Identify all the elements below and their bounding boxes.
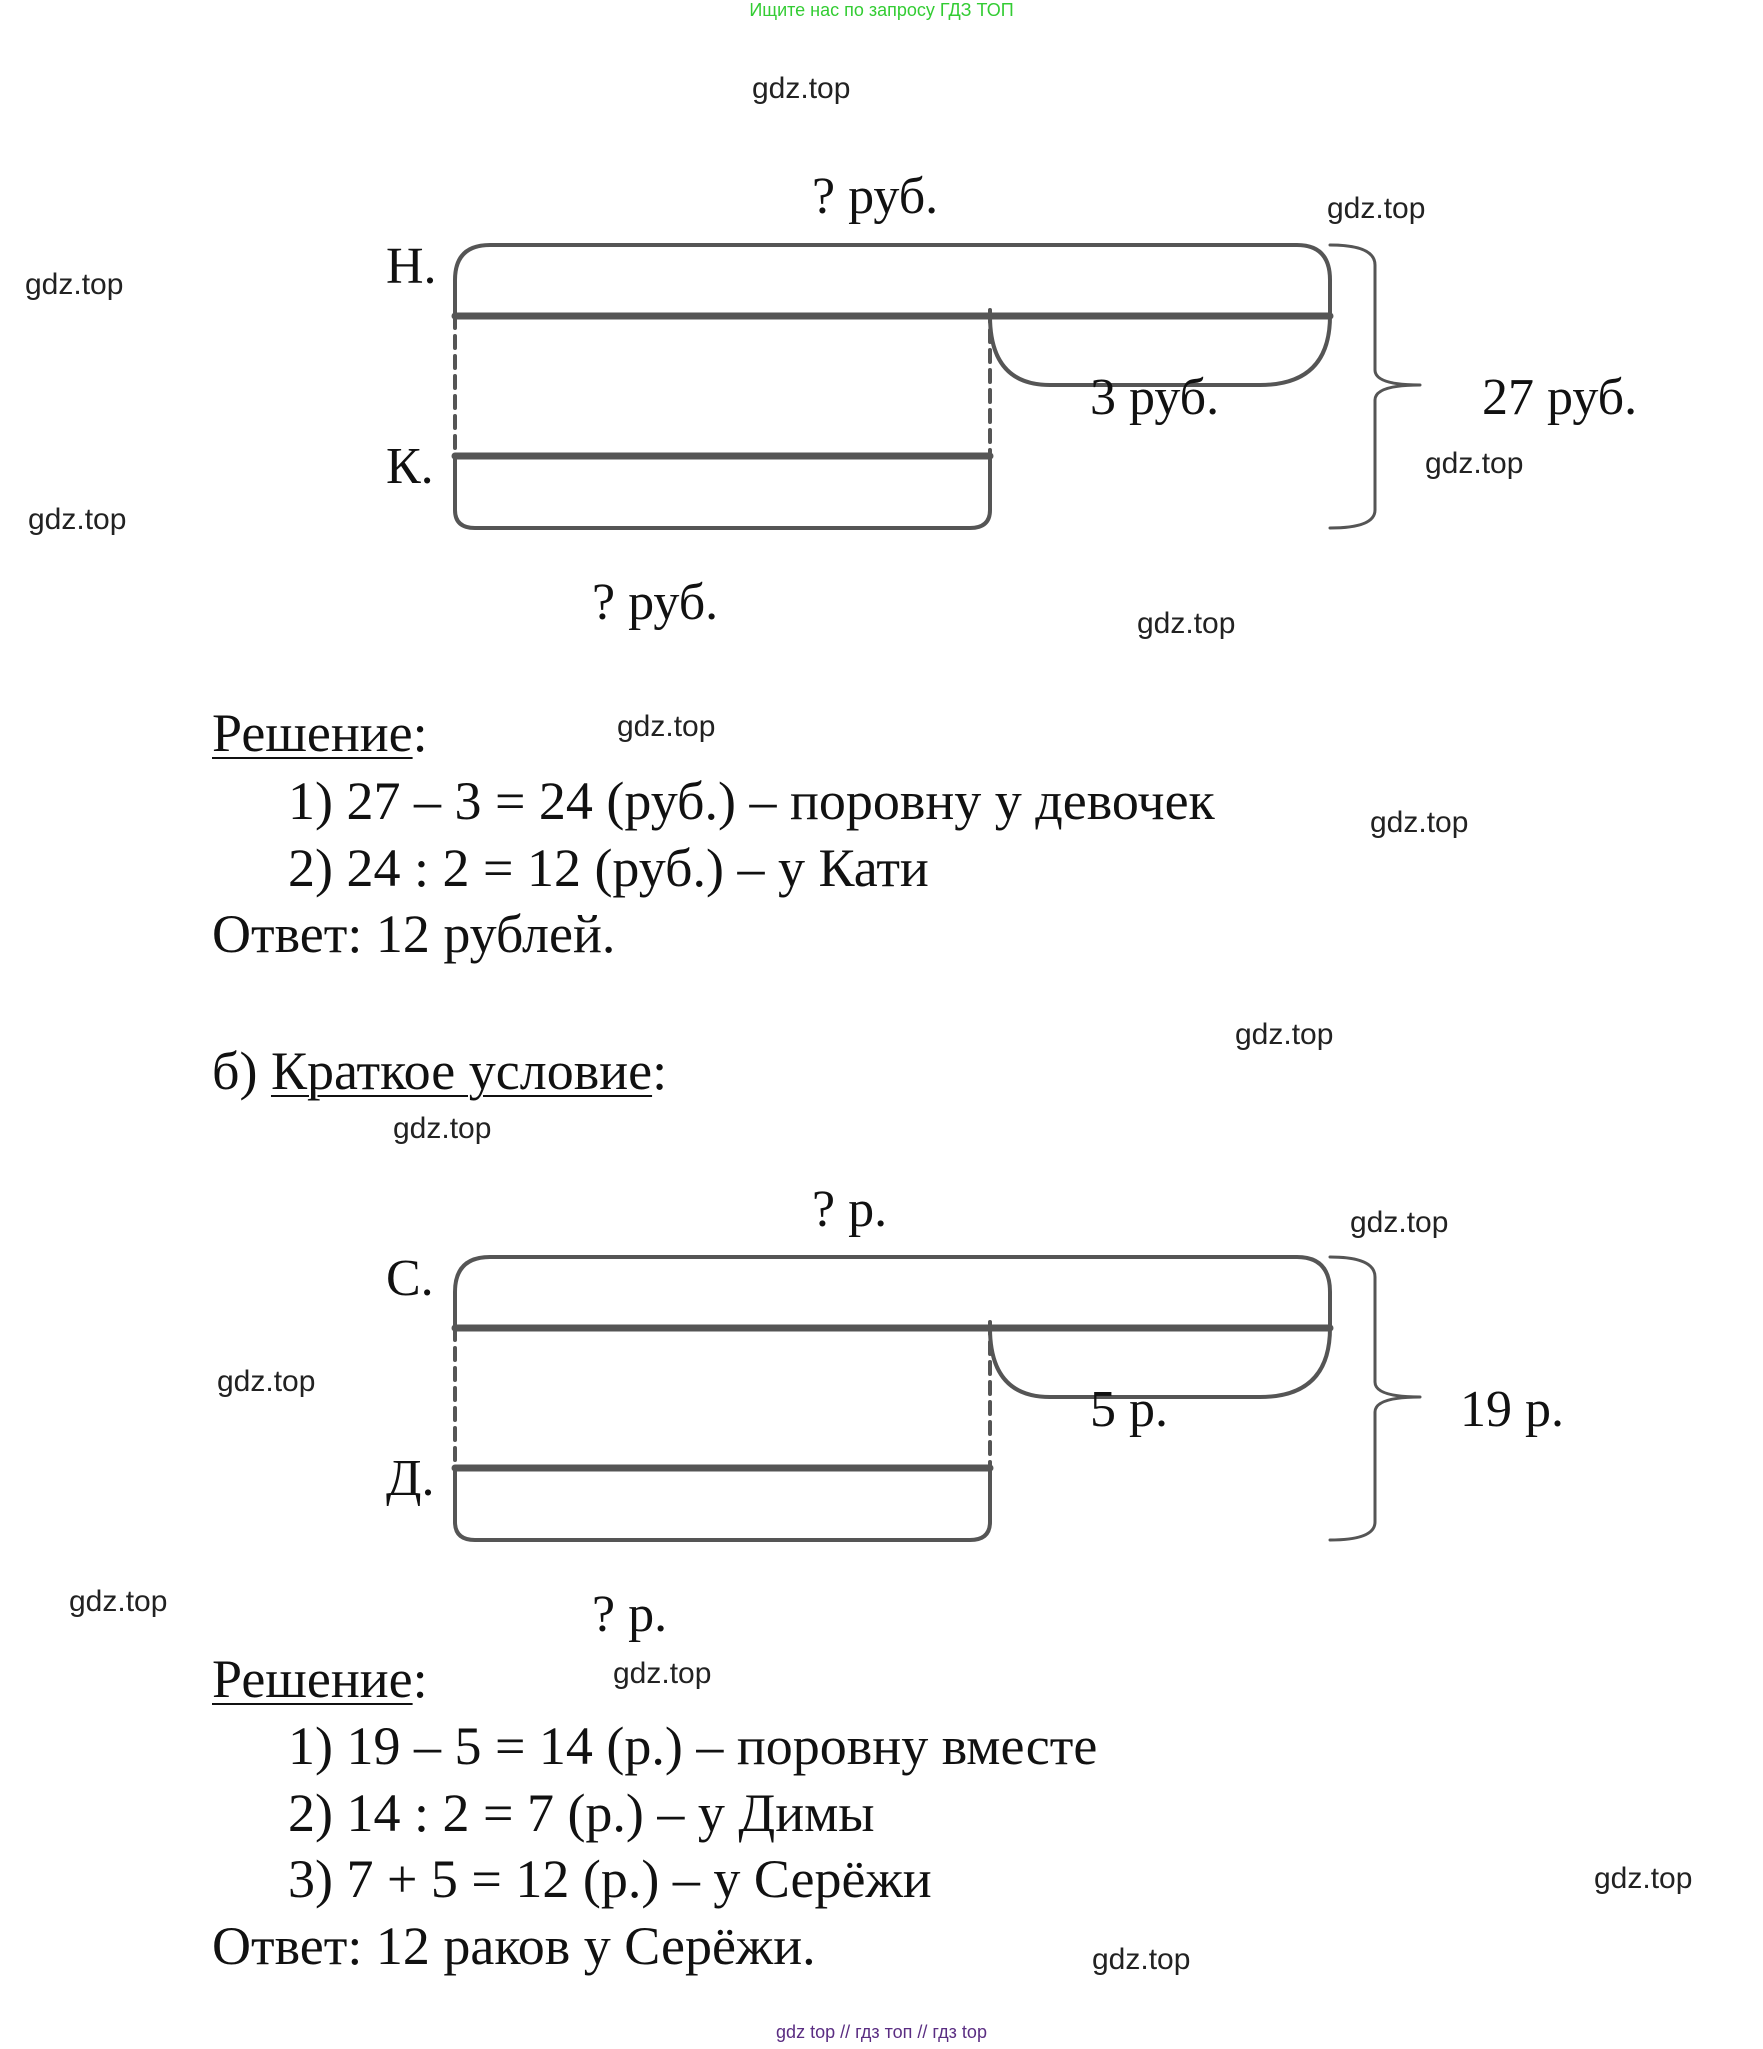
brace-a xyxy=(1330,245,1420,528)
watermark: gdz.top xyxy=(28,503,127,536)
difference-a: 3 руб. xyxy=(1090,369,1220,426)
diagram-a xyxy=(455,245,1420,528)
watermark: gdz.top xyxy=(1350,1206,1449,1239)
watermark: gdz.top xyxy=(617,710,716,743)
footer-links: gdz top // гдз топ // гдз top xyxy=(776,2022,987,2042)
solution-title-a: Решение xyxy=(212,703,413,763)
watermark: gdz.top xyxy=(69,1585,168,1618)
solution-heading-a: Решение: xyxy=(212,703,428,763)
search-hint: Ищите нас по запросу ГДЗ ТОП xyxy=(749,0,1014,20)
solution-step-a2: 2) 24 : 2 = 12 (руб.) – у Кати xyxy=(288,838,929,898)
watermark: gdz.top xyxy=(25,268,124,301)
row-label-d: Д. xyxy=(386,1450,435,1507)
part-b-prefix: б) xyxy=(212,1041,258,1101)
total-a: 27 руб. xyxy=(1482,369,1638,426)
watermark: gdz.top xyxy=(1235,1018,1334,1051)
solution-step-b2: 2) 14 : 2 = 7 (р.) – у Димы xyxy=(288,1783,875,1843)
answer-b: Ответ: 12 раков у Серёжи. xyxy=(212,1916,816,1976)
row-label-s: С. xyxy=(386,1250,434,1307)
bottom-question-a: ? руб. xyxy=(592,574,719,631)
bottom-question-b: ? р. xyxy=(592,1586,668,1643)
part-b-heading: б) Краткое условие: xyxy=(212,1041,668,1101)
watermark: gdz.top xyxy=(1425,447,1524,480)
solution-step-b3: 3) 7 + 5 = 12 (р.) – у Серёжи xyxy=(288,1849,932,1909)
bar-s-b xyxy=(455,1257,1330,1328)
watermark: gdz.top xyxy=(217,1365,316,1398)
diagram-b xyxy=(455,1257,1420,1540)
total-b: 19 р. xyxy=(1460,1381,1564,1438)
row-label-n: Н. xyxy=(386,238,437,295)
watermark: gdz.top xyxy=(613,1657,712,1690)
top-question-a: ? руб. xyxy=(812,168,939,225)
solution-title-b: Решение xyxy=(212,1649,413,1709)
short-condition-title: Краткое условие xyxy=(270,1041,653,1101)
watermark: gdz.top xyxy=(1327,192,1426,225)
solution-step-a1: 1) 27 – 3 = 24 (руб.) – поровну у девочек xyxy=(288,771,1215,831)
top-question-b: ? р. xyxy=(812,1181,888,1238)
bar-d-bracket-b xyxy=(455,1468,990,1540)
brace-b xyxy=(1330,1257,1420,1540)
row-label-k: К. xyxy=(386,438,434,495)
bar-k-bracket-a xyxy=(455,456,990,528)
watermark: gdz.top xyxy=(752,72,851,105)
watermark: gdz.top xyxy=(1137,607,1236,640)
answer-a: Ответ: 12 рублей. xyxy=(212,904,616,964)
bar-n-a xyxy=(455,245,1330,316)
difference-b: 5 р. xyxy=(1090,1381,1168,1438)
watermark: gdz.top xyxy=(1370,806,1469,839)
watermark: gdz.top xyxy=(1092,1943,1191,1976)
solution-step-b1: 1) 19 – 5 = 14 (р.) – поровну вместе xyxy=(288,1716,1098,1776)
solution-heading-b: Решение: xyxy=(212,1649,428,1709)
watermark: gdz.top xyxy=(1594,1862,1693,1895)
watermark: gdz.top xyxy=(393,1112,492,1145)
